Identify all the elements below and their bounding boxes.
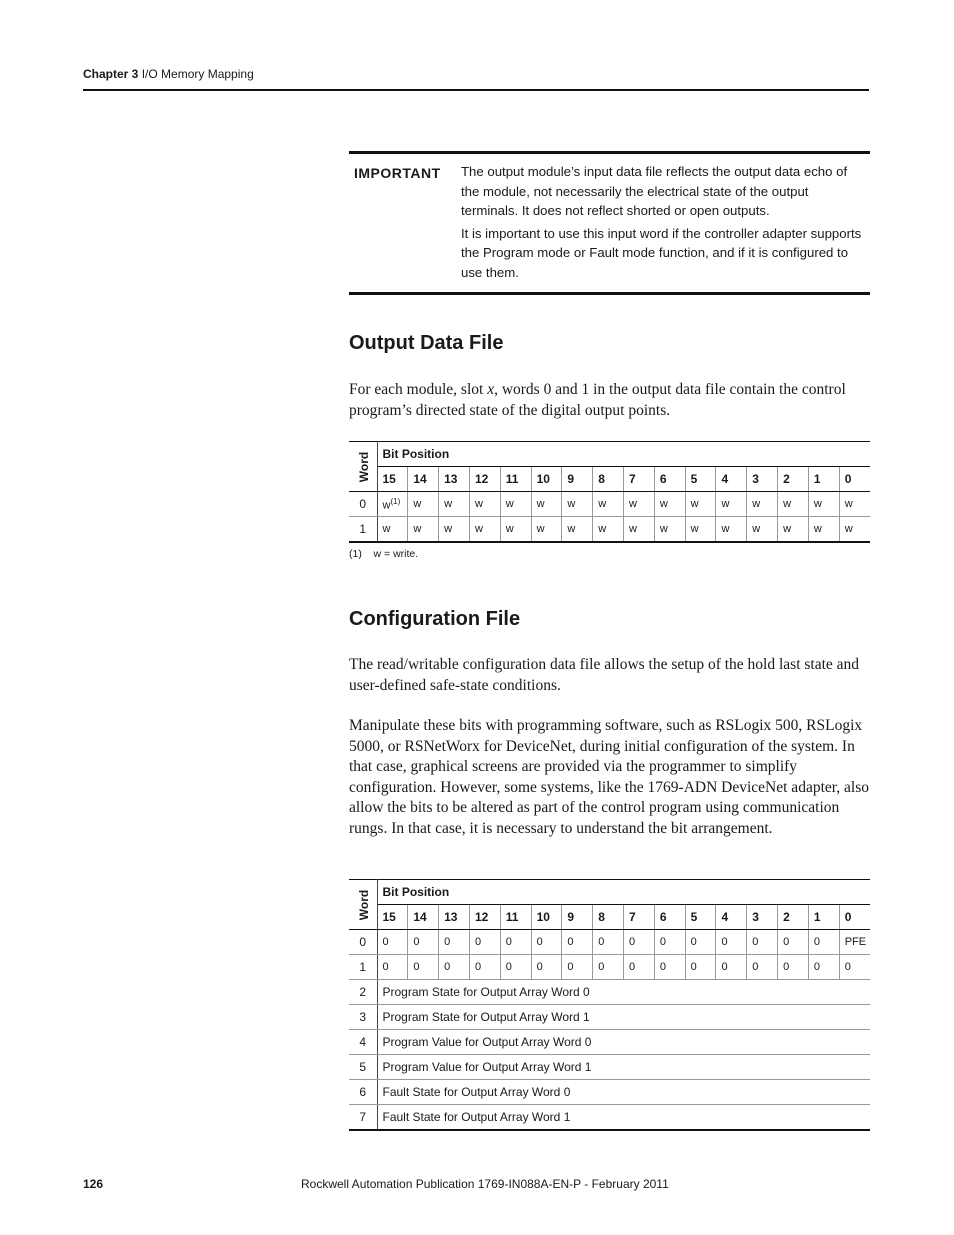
bit-cell [439,955,470,980]
table-row [349,1055,870,1080]
bit-cell [408,492,439,517]
bit-cell [716,955,747,980]
bit-value: 0 [813,961,820,973]
bit-value: 0 [505,936,512,948]
bit-value: w [721,522,730,535]
bit-cell [562,492,593,517]
bit-value: 0 [844,961,851,973]
word-number: 1 [349,517,377,542]
bit-value: 0 [444,961,451,973]
publication-info: Rockwell Automation Publication 1769-IN088A-EN-P - February 2011 [301,1177,669,1191]
bit-cell [624,955,655,980]
table-row [349,930,870,955]
bit-cell [439,930,470,955]
bit-cell [685,517,716,542]
bit-value: w [505,522,514,535]
bit-value: w [598,498,607,510]
bit-cell [747,492,778,517]
word-number: 4 [349,1030,377,1055]
bit-value: 0 [721,936,728,948]
bit-value: w [659,522,668,535]
bit-number-10: 10 [531,467,562,492]
bit-cell [716,492,747,517]
bit-value: 0 [567,961,574,973]
bit-value: w [413,522,422,535]
bit-value: 0 [598,961,605,973]
bit-number-7: 7 [624,467,655,492]
bit-value: 0 [659,936,666,948]
bit-number-1: 1 [808,905,839,930]
bit-value: 0 [536,936,543,948]
bit-cell [624,492,655,517]
bit-number-5: 5 [685,467,716,492]
bit-value: 0 [444,936,451,948]
bit-cell [439,492,470,517]
bit-cell [778,955,809,980]
table-row [349,1030,870,1055]
bit-value: w [567,498,576,510]
word-number: 6 [349,1080,377,1105]
output-para-var: x [487,381,495,398]
footnote-marker: (1) [349,548,362,560]
bit-value: 0 [752,936,759,948]
bit-cell [531,930,562,955]
bit-value: w [813,522,822,535]
bit-cell [808,955,839,980]
bit-cell [778,930,809,955]
bit-value: 0 [474,936,482,948]
important-box [349,151,870,295]
bit-number-8: 8 [593,467,624,492]
bit-value: w [844,522,853,535]
bit-cell [531,955,562,980]
bit-value: w [690,498,699,510]
bit-value: w [752,522,761,535]
bit-number-13: 13 [439,905,470,930]
bit-cell [839,955,870,980]
bit-number-5: 5 [685,905,716,930]
bit-cell [624,930,655,955]
bit-value: w [382,499,391,512]
bit-cell [808,517,839,542]
bit-value: 0 [629,961,636,973]
bit-number-10: 10 [531,905,562,930]
bit-number-9: 9 [562,905,593,930]
output-data-file-paragraph [349,380,870,421]
bit-cell [654,955,685,980]
word-column-header [349,442,377,492]
bit-cell [685,492,716,517]
bit-cell [716,517,747,542]
table-row [349,955,870,980]
word-number: 7 [349,1105,377,1130]
bit-cell [839,492,870,517]
bit-value: w [598,522,607,535]
bit-value: 0 [505,961,512,973]
bit-cell [500,492,531,517]
bit-cell [716,930,747,955]
word-number: 2 [349,980,377,1005]
bit-cell [747,517,778,542]
important-paragraph-1: The output module’s input data file reflects the output data echo of the module, not necessarily the electrical state of the output terminals. It does not reflect shorted or open outputs. [461,164,848,218]
word-description: Fault State for Output Array Word 0 [377,1080,870,1105]
bit-cell [408,517,439,542]
table-row [349,517,870,542]
bit-cell [808,930,839,955]
bit-number-13: 13 [439,467,470,492]
bit-cell [778,517,809,542]
bit-number-4: 4 [716,905,747,930]
bit-number-11: 11 [500,467,531,492]
bit-value: 0 [752,961,759,973]
page-number: 126 [83,1177,104,1191]
word-number: 0 [349,492,377,517]
bit-cell [469,930,500,955]
bit-cell [747,930,778,955]
bit-value: w [444,522,453,535]
bit-number-14: 14 [408,905,439,930]
bit-number-15: 15 [377,905,408,930]
bit-cell [377,930,408,955]
bit-value: 0 [659,961,666,973]
bit-cell [593,492,624,517]
header-rule [83,89,869,91]
output-data-table [349,441,870,543]
bit-cell [531,492,562,517]
bit-value: w [474,498,483,510]
bit-cell [469,492,500,517]
word-label: Word [357,889,372,920]
bit-value: 0 [721,961,728,973]
configuration-file-heading: Configuration File [349,608,521,630]
table-row [349,980,870,1005]
bit-number-7: 7 [624,905,655,930]
bit-value: 0 [690,961,697,973]
output-table-footnote [349,548,418,560]
bit-number-15: 15 [377,467,408,492]
bit-cell [377,492,408,517]
bit-value: 0 [598,936,605,948]
table-row [349,1005,870,1030]
bit-number-4: 4 [716,467,747,492]
bit-number-3: 3 [747,467,778,492]
bit-number-11: 11 [500,905,531,930]
bit-cell [593,930,624,955]
word-label: Word [357,451,372,482]
bit-number-0: 0 [839,467,870,492]
bit-value: 0 [382,961,389,973]
bit-cell [377,517,408,542]
bit-number-2: 2 [778,905,809,930]
table-row [349,492,870,517]
bit-value: w [567,522,576,535]
footnote-text: w = write. [373,548,419,560]
bit-cell [747,955,778,980]
bit-cell [808,492,839,517]
bit-value: w [783,522,792,535]
bit-value: w [444,498,453,510]
output-para-pre: For each module, slot [349,381,488,398]
bit-cell [839,930,870,955]
important-label: IMPORTANT [354,165,441,181]
bit-cell [593,517,624,542]
bit-value: w [474,522,483,535]
bit-value: w [505,498,514,510]
bit-position-header: Bit Position [377,442,870,467]
chapter-label: Chapter 3 [83,67,139,81]
bit-value: 0 [413,961,420,973]
bit-cell [562,955,593,980]
bit-value: w [382,522,391,535]
bit-number-12: 12 [469,905,500,930]
bit-value: w [813,498,822,510]
bit-cell [469,517,500,542]
output-para-post: , words 0 and 1 in the output data file contain the control program’s directed state of the digital output points. [349,381,846,419]
word-number: 1 [349,955,377,980]
bit-value: 0 [783,961,790,973]
bit-value: 0 [536,961,543,973]
table-row [349,1105,870,1130]
word-description: Fault State for Output Array Word 1 [377,1105,870,1130]
bit-number-3: 3 [747,905,778,930]
configuration-paragraph-2: Manipulate these bits with programming software, such as RSLogix 500, RSLogix 5000, or RSNetWorx for DeviceNet, during initial configuration of the system. In that case, graphical screens are provided via the programmer to simplify configuration. However, some systems, like the 1769-ADN DeviceNet adapter, also allow the bits to be altered as part of the control program using communication rungs. In that case, it is necessary to understand the bit arrangement. [349,717,870,837]
word-description: Program Value for Output Array Word 1 [377,1055,870,1080]
bit-cell [624,517,655,542]
bit-number-8: 8 [593,905,624,930]
bit-number-12: 12 [469,467,500,492]
bit-value: 0 [629,936,636,948]
bit-value: w [783,498,792,510]
bit-number-14: 14 [408,467,439,492]
bit-value: w [721,498,730,510]
bit-value: w [659,498,668,510]
bit-value: PFE [844,936,867,948]
bit-cell [654,517,685,542]
bit-cell [500,517,531,542]
bit-position-header: Bit Position [377,880,870,905]
bit-value: 0 [474,961,482,973]
bit-value: w [536,522,545,535]
configuration-table [349,879,870,1131]
bit-value: w [413,498,422,510]
bit-cell [500,930,531,955]
bit-cell [839,517,870,542]
bit-value: 0 [813,936,820,948]
bit-cell [531,517,562,542]
bit-value: w [629,522,637,535]
configuration-paragraph-1: The read/writable configuration data file allows the setup of the hold last state and user-defined safe-state conditions. [349,656,860,694]
bit-cell [778,492,809,517]
bit-value: 0 [567,936,574,948]
word-number: 5 [349,1055,377,1080]
bit-cell [408,930,439,955]
bit-value: 0 [690,936,697,948]
bit-value: 0 [413,936,420,948]
page-header [83,67,254,81]
word-number: 3 [349,1005,377,1030]
bit-number-6: 6 [654,905,685,930]
word-number: 0 [349,930,377,955]
important-paragraph-2: It is important to use this input word if the controller adapter supports the Program mode or Fault mode function, and if it is configured to use them. [461,225,862,280]
word-description: Program Value for Output Array Word 0 [377,1030,870,1055]
bit-cell [685,930,716,955]
bit-cell [439,517,470,542]
bit-cell [562,930,593,955]
word-description: Program State for Output Array Word 1 [377,1005,870,1030]
bit-number-1: 1 [808,467,839,492]
table-row [349,1080,870,1105]
chapter-title: I/O Memory Mapping [141,67,254,81]
bit-cell [377,955,408,980]
bit-number-2: 2 [778,467,809,492]
footnote-ref: (1) [390,496,401,506]
bit-value: w [752,498,761,510]
bit-cell [500,955,531,980]
word-description: Program State for Output Array Word 0 [377,980,870,1005]
bit-value: 0 [382,936,389,948]
word-column-header [349,880,377,930]
bit-value: w [844,498,853,510]
output-data-file-heading: Output Data File [349,332,504,354]
bit-value: 0 [783,936,790,948]
bit-value: w [690,522,699,535]
bit-number-9: 9 [562,467,593,492]
bit-cell [593,955,624,980]
bit-cell [654,492,685,517]
important-text [461,162,865,285]
bit-cell [469,955,500,980]
bit-cell [654,930,685,955]
bit-value: w [536,498,545,510]
bit-cell [408,955,439,980]
bit-cell [685,955,716,980]
bit-cell [562,517,593,542]
bit-number-6: 6 [654,467,685,492]
bit-value: w [629,498,637,510]
bit-number-0: 0 [839,905,870,930]
